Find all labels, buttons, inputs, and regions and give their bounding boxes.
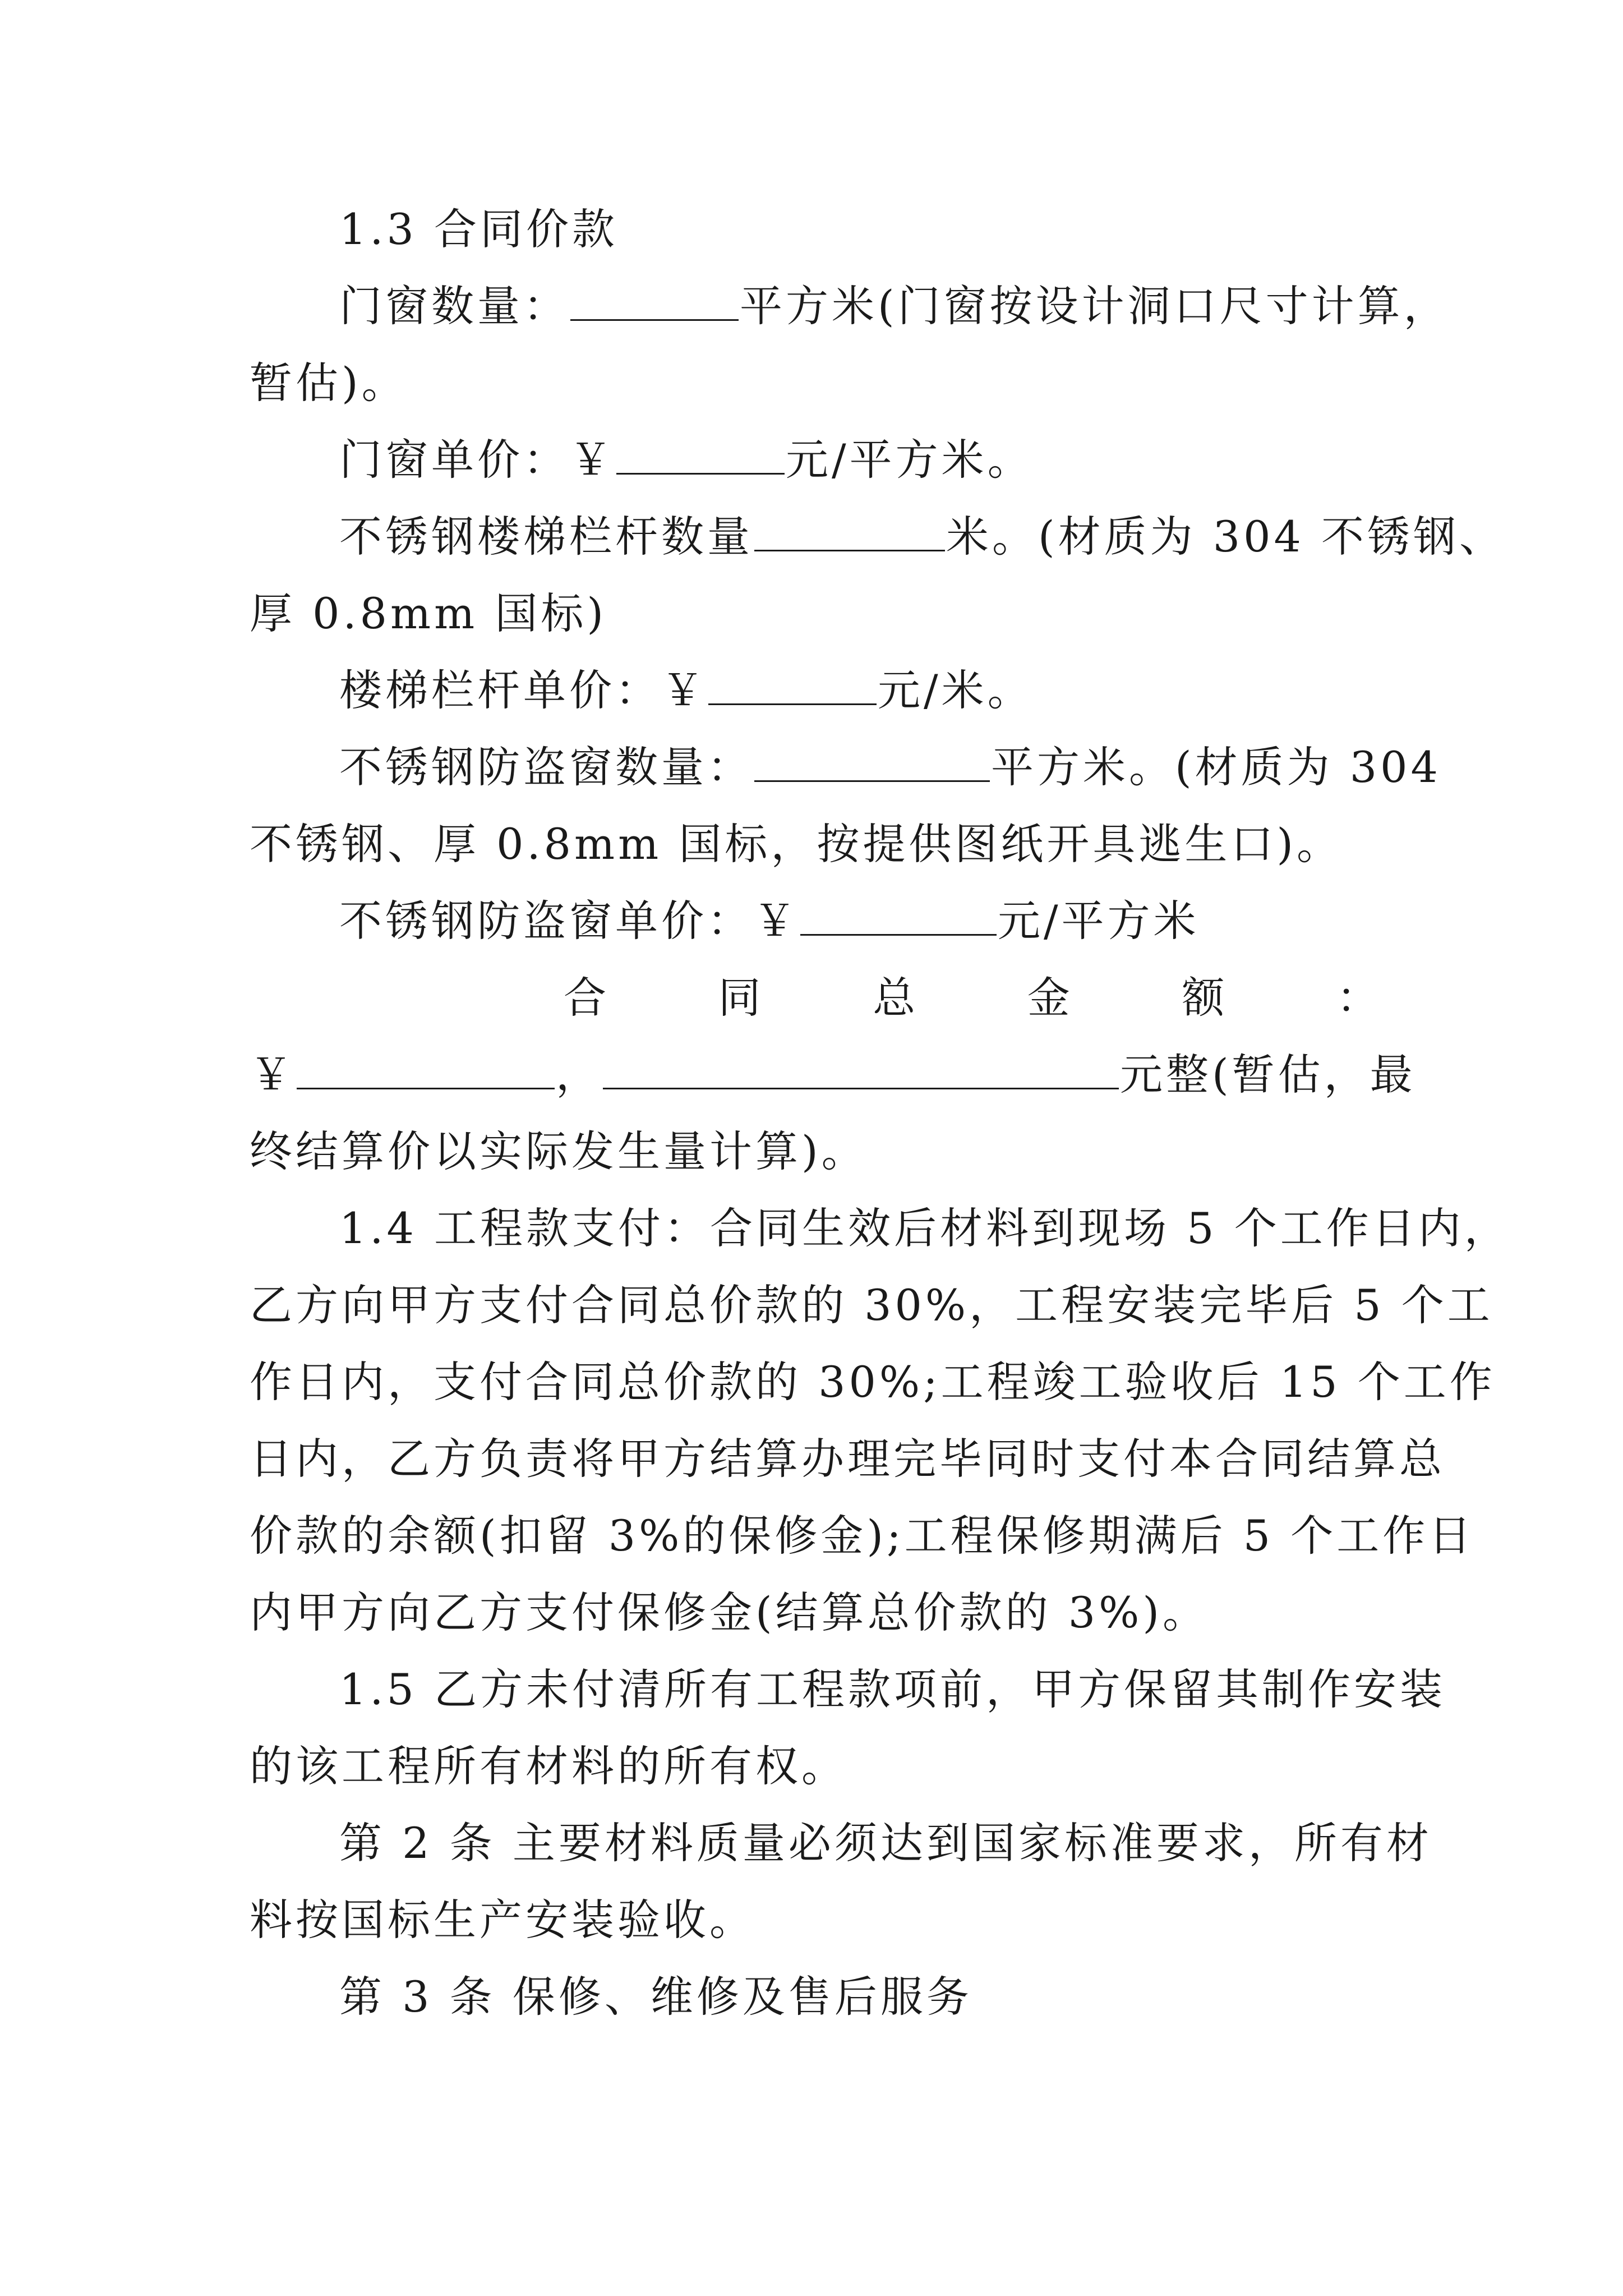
- paragraph-line: [250, 1420, 1445, 1497]
- paragraph-line: [250, 652, 1382, 729]
- paragraph-line: [250, 498, 1506, 575]
- text: 不锈钢、厚 0.8mm 国标，按提供图纸开具逃生口)。: [250, 819, 1343, 869]
- text: 元整(暂估，最: [1120, 1050, 1416, 1099]
- text: 平方米。(材质为 304: [991, 742, 1441, 792]
- text: 不锈钢楼梯栏杆数量: [339, 512, 753, 562]
- section-heading-article-3: [250, 1958, 1382, 2035]
- text: 第 3 条 保修、维修及售后服务: [339, 1972, 972, 2022]
- text: 元/平方米: [998, 896, 1200, 946]
- fill-in-blank[interactable]: [297, 1048, 555, 1089]
- paragraph-line: [250, 882, 1382, 959]
- paragraph-line: [250, 1805, 1432, 1881]
- char: 总: [873, 973, 919, 1023]
- text: 第 2 条 主要材料质量必须达到国家标准要求，所有材: [339, 1818, 1432, 1868]
- text: 1.5 乙方未付清所有工程款项前，甲方保留其制作安装: [339, 1664, 1446, 1714]
- text: 1.3 合同价款: [339, 204, 619, 254]
- paragraph-line: [250, 1651, 1446, 1728]
- paragraph-line: [250, 421, 1382, 498]
- paragraph-line: [250, 344, 1382, 421]
- text: 料按国标生产安装验收。: [250, 1895, 755, 1945]
- paragraph-line: [250, 1728, 1382, 1805]
- char: 同: [718, 973, 764, 1023]
- text: 厚 0.8mm 国标): [250, 588, 607, 638]
- text: 日内，乙方负责将甲方结算办理完毕同时支付本合同结算总: [250, 1434, 1445, 1484]
- fill-in-blank[interactable]: [754, 510, 945, 551]
- fill-in-blank[interactable]: [616, 434, 785, 475]
- text: 不锈钢防盗窗数量：: [339, 742, 753, 792]
- paragraph-line: [250, 1190, 1510, 1267]
- paragraph-line: [250, 575, 1382, 652]
- text: 米。(材质为 304 不锈钢、: [946, 512, 1506, 562]
- paragraph-line: [250, 1881, 1382, 1958]
- text: 元/平方米。: [786, 435, 1034, 485]
- fill-in-blank[interactable]: [603, 1048, 1119, 1089]
- contract-text: [250, 191, 1510, 2035]
- text: 门窗单价：￥: [339, 435, 615, 485]
- fill-in-blank[interactable]: [800, 895, 997, 936]
- text: 作日内，支付合同总价款的 30%;工程竣工验收后 15 个工作: [250, 1357, 1496, 1407]
- paragraph-line: [250, 1574, 1382, 1651]
- paragraph-line: [250, 1267, 1493, 1343]
- fill-in-blank[interactable]: [754, 741, 990, 782]
- text: 平方米(门窗按设计洞口尺寸计算，: [740, 281, 1450, 331]
- text: 乙方向甲方支付合同总价款的 30%，工程安装完毕后 5 个工: [250, 1280, 1493, 1330]
- text: 暂估)。: [250, 358, 408, 408]
- text: 楼梯栏杆单价：￥: [339, 665, 707, 715]
- paragraph-line: [250, 268, 1450, 344]
- char: 金: [1027, 973, 1073, 1023]
- text: 终结算价以实际发生量计算)。: [250, 1126, 868, 1176]
- char: 合: [564, 973, 610, 1023]
- paragraph-line: [250, 1113, 1382, 1190]
- text: 元/米。: [878, 665, 1034, 715]
- paragraph-line: [250, 1497, 1475, 1574]
- paragraph-line: [250, 729, 1441, 806]
- total-amount-label-row: [250, 959, 1382, 1036]
- char: ：: [1336, 973, 1382, 1023]
- text: 内甲方向乙方支付保修金(结算总价款的 3%)。: [250, 1588, 1209, 1637]
- text: ￥: [250, 1050, 296, 1099]
- char: 额: [1182, 973, 1228, 1023]
- text: 不锈钢防盗窗单价：￥: [339, 896, 799, 946]
- text: 1.4 工程款支付：合同生效后材料到现场 5 个工作日内，: [339, 1203, 1510, 1253]
- paragraph-line: [250, 806, 1382, 882]
- paragraph-line: [250, 1343, 1496, 1420]
- section-heading-1-3: [250, 191, 1382, 268]
- fill-in-blank[interactable]: [570, 280, 739, 321]
- fill-in-blank[interactable]: [708, 664, 877, 705]
- text: 的该工程所有材料的所有权。: [250, 1741, 847, 1791]
- text: 门窗数量：: [339, 281, 569, 331]
- paragraph-line: [250, 1036, 1416, 1113]
- text: ，: [556, 1050, 602, 1099]
- text: 价款的余额(扣留 3%的保修金);工程保修期满后 5 个工作日: [250, 1511, 1475, 1561]
